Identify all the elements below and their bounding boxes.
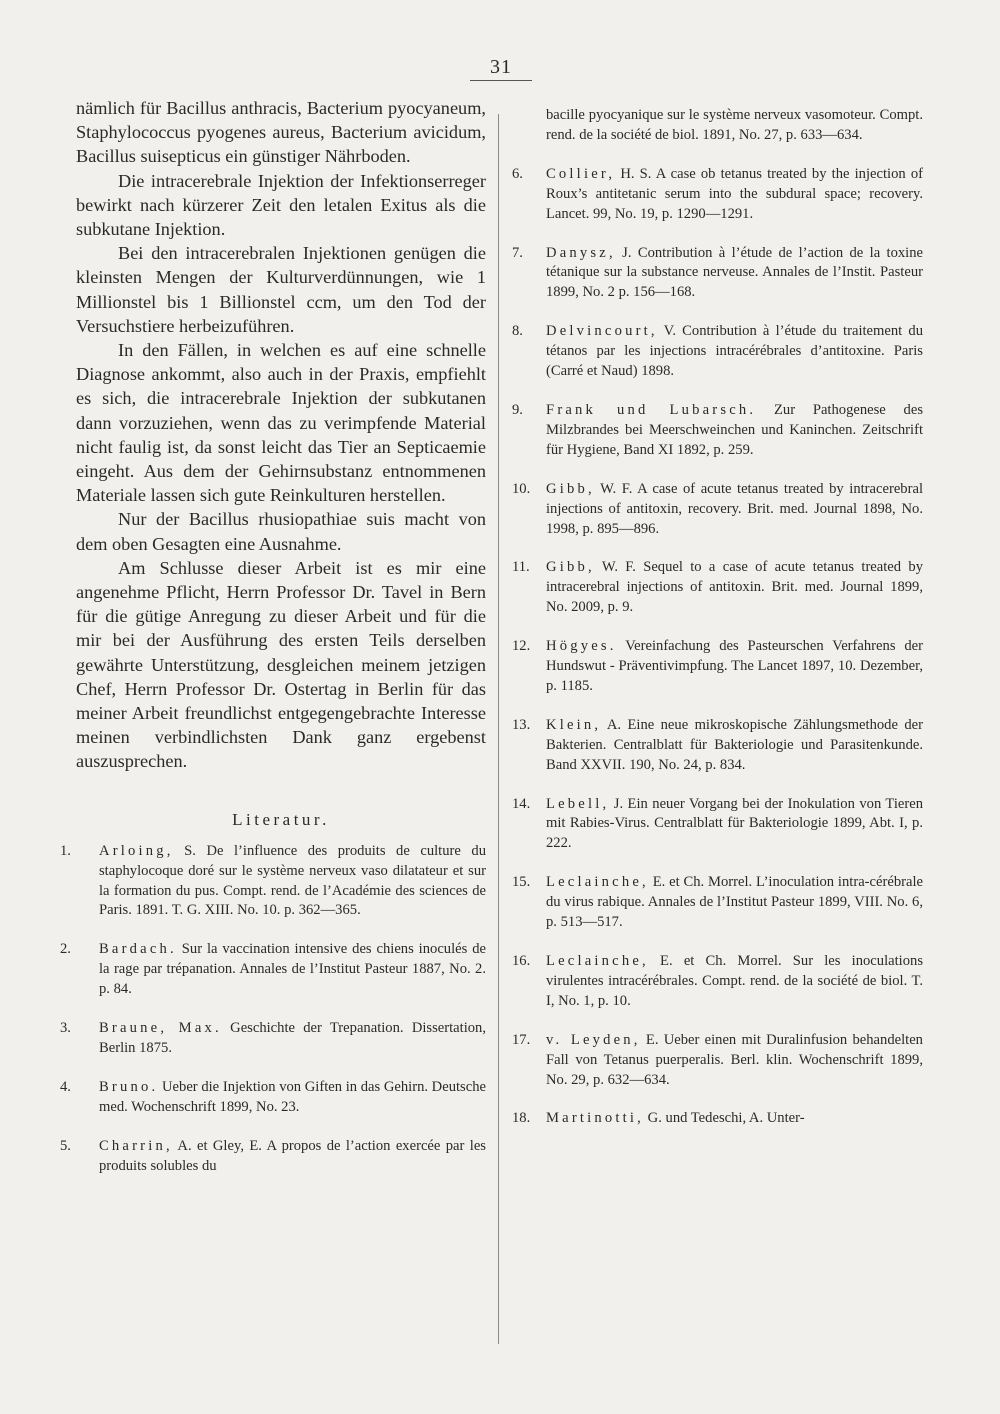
reference-author: Klein, [546,716,602,733]
reference-author: Frank und Lubarsch. [546,401,757,418]
reference-number: 3. [60,1020,71,1037]
reference-item [60,940,486,1000]
body-text [76,96,486,774]
reference-number: 16. [512,953,531,969]
reference-number: 4. [60,1078,71,1095]
reference-item [512,558,923,618]
reference-item [512,244,923,304]
reference-item [512,165,923,225]
reference-number: 18. [512,1110,531,1127]
reference-item [512,322,923,382]
reference-number: 2. [60,941,71,958]
reference-item [60,1078,486,1118]
reference-item [512,106,923,146]
reference-number: 10. [512,480,531,497]
reference-text: E. et Ch. Morrel. Sur les inoculations virulentes intracérébrales. Compt. rend. de la société de biol. T. I, No. 1, p. 10. [546,953,923,1009]
reference-author: Charrin, [99,1137,173,1154]
reference-item [512,480,923,540]
reference-author: Braune, Max. [99,1020,222,1037]
references-list-right [512,106,923,1129]
reference-number: 14. [512,795,531,812]
reference-number: 11. [512,559,530,576]
reference-item [512,795,923,855]
reference-author: Bruno. [99,1078,159,1095]
reference-text: Ueber die Injektion von Giften in das Gehirn. Deutsche med. Wochenschrift 1899, No. 23. [99,1078,486,1115]
reference-text: J. Contribution à l’étude de l’action de la toxine tétanique sur la substance nerveuse. Annales de l’Instit. Pasteur 1899, No. 2 p. 156—168. [546,244,923,301]
reference-author: Gibb, [546,480,595,497]
reference-author: Arloing, [99,842,174,859]
reference-text: Zur Pathogenese des Milzbrandes bei Meerschweinchen und Kaninchen. Zeitschrift für Hygiene, Band XI 1892, p. 259. [546,401,924,458]
right-column [512,106,923,1129]
reference-author: Lebell, [546,795,610,812]
reference-text: A. et Gley, E. A propos de l’action exercée par les produits solubles du [99,1137,486,1174]
paragraph: Die intracerebrale Injektion der Infektionserreger bewirkt nach kürzerer Zeit den letalen Exitus als die subkutane Injektion. [76,170,486,240]
left-column [60,96,486,1176]
reference-number: 9. [512,401,523,418]
reference-author: v. Leyden, [546,1031,641,1048]
reference-item [512,1109,923,1129]
reference-author: Collier, [546,165,616,182]
paragraph: nämlich für Bacillus anthracis, Bacterium pyocyaneum, Staphylococcus pyogenes aureus, Bacterium avicidum, Bacillus suisepticus ein günstiger Nährboden. [76,98,486,167]
reference-author: Leclainche, [546,953,649,969]
reference-author: Bardach. [99,941,177,958]
paragraph: Am Schlusse dieser Arbeit ist es mir eine angenehme Pflicht, Herrn Professor Dr. Tavel in Bern für die gütige Anregung zu dieser Arbeit und für die mir bei der Ausführung des ersten Teils derselben gewährte Unterstützung, desgleichen meinem jetzigen Chef, Herrn Professor Dr. Ostertag in Berlin für das meiner Arbeit freundlichst entgegengebrachte Interesse meinen verbindlichsten Dank ganz ergebenst auszusprechen. [76,557,486,772]
paragraph: Bei den intracerebralen Injektionen genügen die kleinsten Mengen der Kulturverdünnungen, wie 1 Millionstel bis 1 Billionstel ccm, um den Tod der Versuchstiere herbeizuführen. [76,243,486,336]
reference-item [512,952,923,1012]
literature-heading: Literatur. [232,809,330,829]
reference-number: 6. [512,165,523,182]
reference-text: Geschichte der Trepanation. Dissertation, Berlin 1875. [99,1020,486,1056]
reference-number: 1. [60,842,71,859]
reference-text: W. F. Sequel to a case of acute tetanus treated by intracerebral injections of antitoxin. Brit. med. Journal 1899, No. 2009, p. 9. [546,559,923,616]
reference-text: E. Ueber einen mit Duralinfusion behandelten Fall von Tetanus puerperalis. Berl. klin. Wochenschrift 1899, No. 29, p. 632—634. [546,1031,923,1088]
reference-text: bacille pyocyanique sur le système nerveux vasomoteur. Compt. rend. de la société de biol. 1891, No. 27, p. 633—634. [546,107,923,143]
reference-text: J. Ein neuer Vorgang bei der Inokulation von Tieren mit Rabies-Virus. Centralblatt für Bakteriologie 1899, Abt. I, p. 222. [546,795,923,852]
reference-text: Sur la vaccination intensive des chiens inoculés de la rage par trépanation. Annales de l’Institut Pasteur 1887, No. 2. p. 84. [99,941,486,998]
reference-number: 12. [512,638,531,655]
reference-text: H. S. A case ob tetanus treated by the injection of Roux’s antitetanic serum into the subdural space; recovery. Lancet. 99, No. 19, p. 1290—1291. [546,165,923,222]
paragraph: In den Fällen, in welchen es auf eine schnelle Diagnose ankommt, also auch in der Praxis, empfiehlt es sich, die intracerebrale Injektion der subkutanen dann vorzuziehen, wenn das zu verimpfende Material nicht faulig ist, da sonst leicht das Tier an Septicaemie eingeht. Aus dem der Gehirnsubstanz entnommenen Materiale lassen sich gute Reinkulturen herstellen. [76,340,486,506]
reference-item [512,401,923,461]
reference-author: Leclainche, [546,874,649,891]
reference-text: W. F. A case of acute tetanus treated by intracerebral injections of antitoxin, recovery. Brit. med. Journal 1898, No. 1998, p. 895—896. [546,480,923,537]
page-number: 31 [470,56,532,81]
reference-text: A. Eine neue mikroskopische Zählungsmethode der Bakterien. Centralblatt für Bakteriologie und Parasitenkunde. Band XXVII. 190, No. 24, p. 834. [546,716,923,773]
reference-author: Delvincourt, [546,323,658,340]
reference-item [512,873,923,933]
reference-item [512,716,923,776]
reference-text: E. et Ch. Morrel. L’inoculation intra-cérébrale du virus rabique. Annales de l’Institut Pasteur 1899, VIII. No. 6, p. 513—517. [546,874,923,931]
reference-text: S. De l’influence des produits de culture du staphylocoque doré sur le système nerveux vaso dilatateur et sur la formation du pus. Compt. rend. de l’Académie des sciences de Paris. 1891. T. G. XIII. No. 10. p. 362—365. [99,842,486,919]
reference-number: 5. [60,1137,71,1154]
paragraph: Nur der Bacillus rhusiopathiae suis macht von dem oben Gesagten eine Ausnahme. [76,509,486,554]
reference-text: Vereinfachung des Pasteurschen Verfahrens der Hundswut - Präventivimpfung. The Lancet 1897, 10. Dezember, p. 1185. [546,638,923,694]
reference-number: 15. [512,874,531,891]
reference-author: Högyes. [546,638,617,655]
reference-text: G. und Tedeschi, A. Unter- [644,1110,805,1127]
reference-number: 8. [512,323,523,340]
reference-number: 13. [512,716,531,733]
reference-author: Gibb, [546,559,595,576]
reference-item [60,1137,486,1177]
reference-author: Danysz, [546,244,616,261]
reference-item [512,1031,923,1091]
reference-number: 7. [512,244,523,261]
column-divider [498,114,499,1344]
reference-item [60,842,486,922]
reference-text: V. Contribution à l’étude du traitement du tétanos par les injections intracérébrales d’antitoxine. Paris (Carré et Naud) 1898. [546,323,923,380]
reference-item [512,637,923,697]
reference-number: 17. [512,1031,531,1048]
reference-author: Martinotti, [546,1110,645,1127]
references-list-left [60,842,486,1177]
reference-item [60,1019,486,1059]
